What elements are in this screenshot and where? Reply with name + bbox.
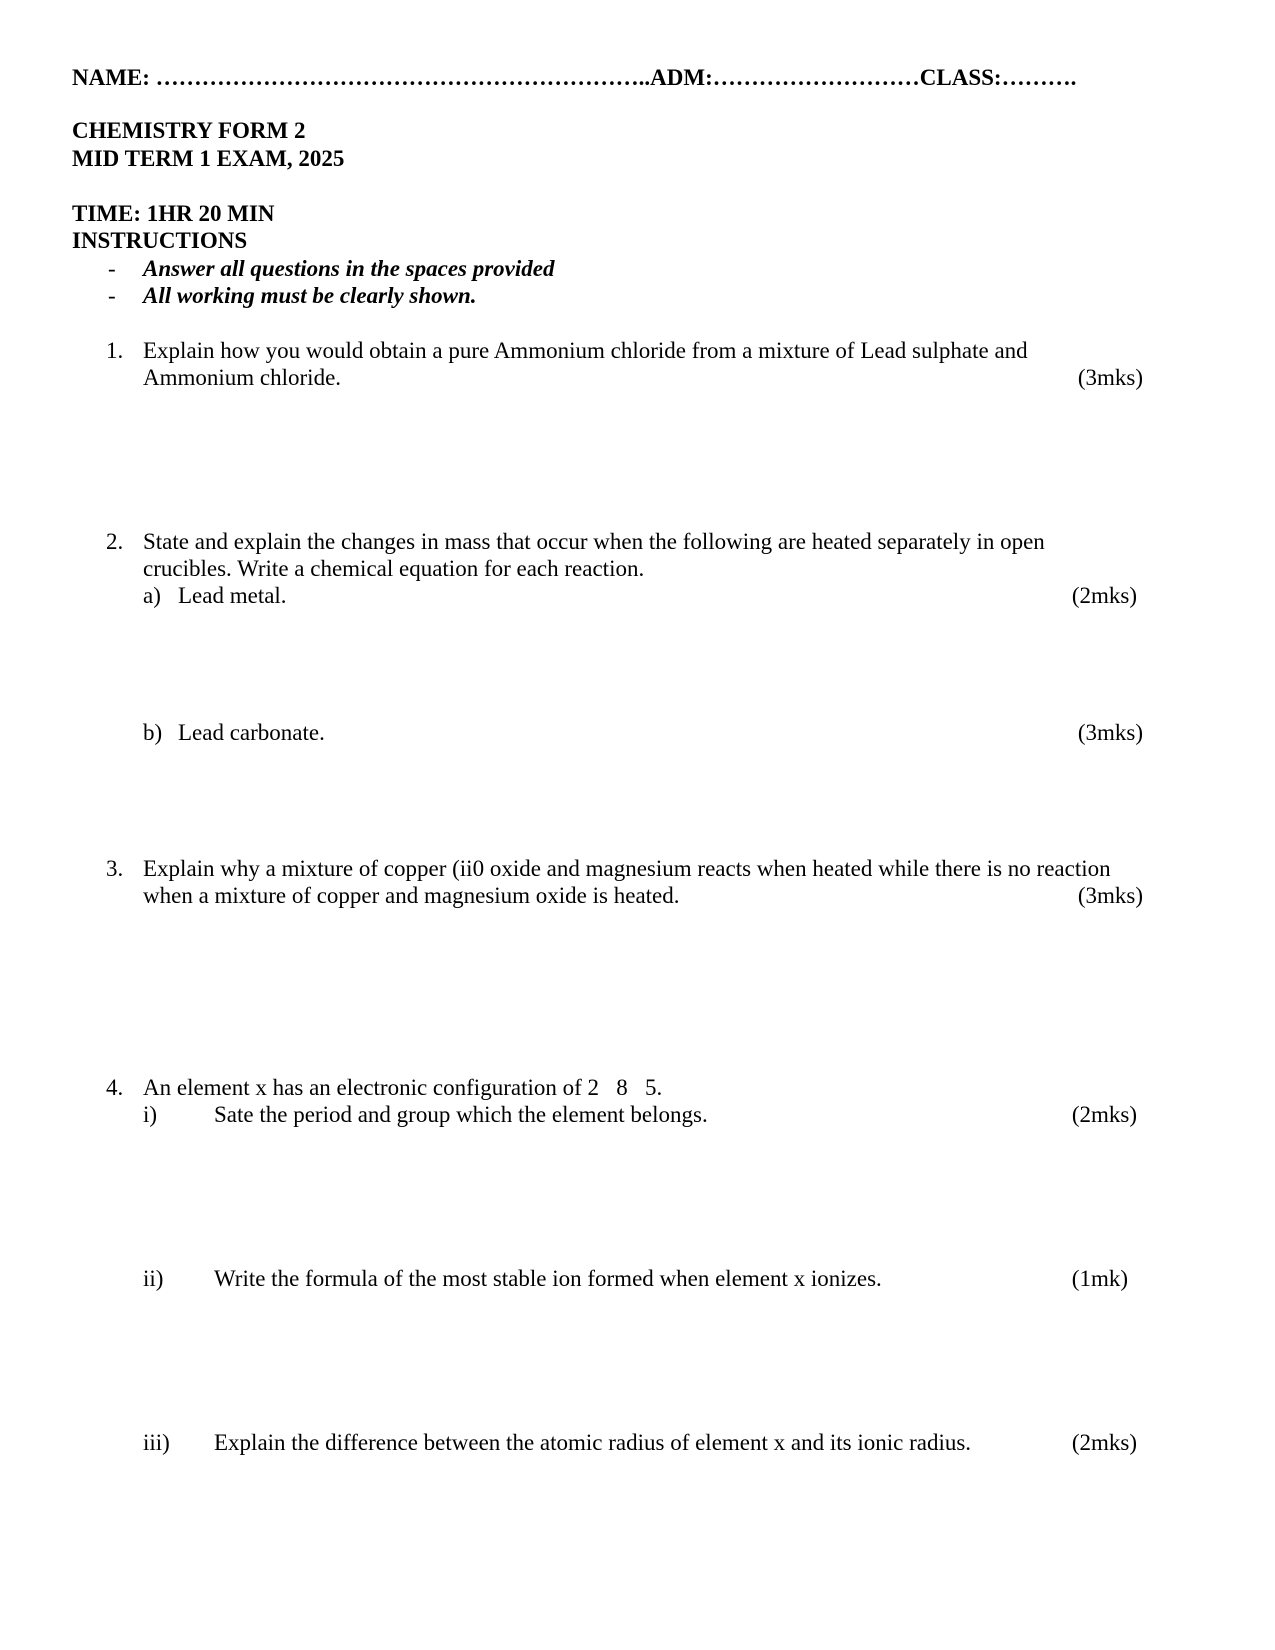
instruction-item: Answer all questions in the spaces provided (143, 256, 555, 281)
instruction-item: All working must be clearly shown. (143, 283, 477, 308)
subquestion-marks: (2mks) (1071, 1102, 1137, 1127)
exam-subject-title: CHEMISTRY FORM 2 (72, 118, 306, 143)
question-number: 3. (106, 856, 124, 881)
subquestion-label: iii) (143, 1430, 170, 1455)
subquestion-text: Sate the period and group which the element belongs. (214, 1102, 708, 1127)
subquestion-label: i) (143, 1102, 158, 1127)
question-marks: (3mks) (1077, 365, 1143, 390)
subquestion-text: Explain the difference between the atomic radius of element x and its ionic radius. (214, 1430, 972, 1455)
exam-time: TIME: 1HR 20 MIN (72, 201, 275, 226)
question-number: 1. (106, 338, 124, 363)
instructions-heading: INSTRUCTIONS (72, 228, 248, 253)
question-text: Explain how you would obtain a pure Ammonium chloride from a mixture of Lead sulphate and (143, 338, 1028, 363)
question-text: State and explain the changes in mass that occur when the following are heated separately in open (143, 529, 1045, 554)
subquestion-marks: (2mks) (1071, 583, 1137, 608)
question-text: crucibles. Write a chemical equation for each reaction. (143, 556, 645, 581)
instruction-bullet: - (108, 256, 116, 281)
question-text: Ammonium chloride. (143, 365, 342, 390)
subquestion-label: b) (143, 720, 163, 745)
subquestion-marks: (3mks) (1077, 720, 1143, 745)
question-number: 4. (106, 1075, 124, 1100)
exam-term-title: MID TERM 1 EXAM, 2025 (72, 146, 345, 171)
subquestion-marks: (1mk) (1071, 1266, 1128, 1291)
question-text: Explain why a mixture of copper (ii0 oxide and magnesium reacts when heated while there is no reaction (143, 856, 1111, 881)
subquestion-label: a) (143, 583, 161, 608)
subquestion-text: Lead metal. (178, 583, 287, 608)
subquestion-marks: (2mks) (1071, 1430, 1137, 1455)
instruction-bullet: - (108, 283, 116, 308)
subquestion-label: ii) (143, 1266, 164, 1291)
question-marks: (3mks) (1077, 883, 1143, 908)
question-number: 2. (106, 529, 124, 554)
question-text: An element x has an electronic configuration of 2 8 5. (143, 1075, 663, 1100)
student-details-line: NAME: ………………………………………………………..ADM:………………………CLASS:………. (72, 65, 1077, 90)
subquestion-text: Write the formula of the most stable ion formed when element x ionizes. (214, 1266, 882, 1291)
subquestion-text: Lead carbonate. (178, 720, 325, 745)
question-text: when a mixture of copper and magnesium oxide is heated. (143, 883, 680, 908)
